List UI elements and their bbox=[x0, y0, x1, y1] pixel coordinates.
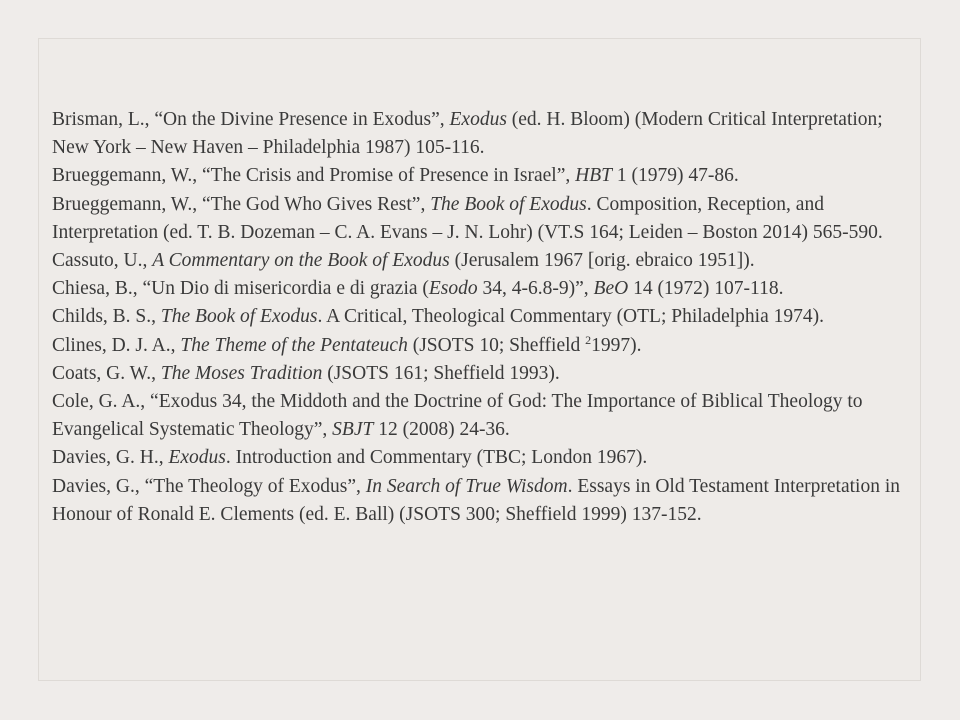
entry-title-italic: In Search of True Wisdom bbox=[365, 475, 568, 497]
entry-text: Chiesa, B., “Un Dio di misericordia e di grazia ( bbox=[52, 278, 429, 300]
bibliography-entry bbox=[52, 106, 912, 162]
entry-text: (JSOTS 10; Sheffield bbox=[407, 334, 586, 356]
entry-title-italic: Exodus bbox=[449, 109, 507, 130]
entry-title-italic: SBJT bbox=[332, 419, 374, 441]
entry-text: Childs, B. S., bbox=[52, 306, 161, 328]
bibliography-entry bbox=[52, 388, 912, 444]
entry-text: 1 (1979) 47-86. bbox=[611, 165, 739, 187]
entry-title-italic: The Book of Exodus bbox=[160, 306, 318, 328]
entry-text: Davies, G., “The Theology of Exodus”, bbox=[52, 475, 366, 497]
entry-text: Cole, G. A., “Exodus 34, the Middoth and the Doctrine of God: The Importance of Biblical Theology to Evangelical Systematic Theology”, bbox=[52, 391, 863, 441]
entry-title-italic: Esodo bbox=[428, 278, 478, 300]
bibliography-entry bbox=[52, 303, 912, 331]
bibliography-entry bbox=[52, 360, 912, 388]
bibliography-entry bbox=[52, 191, 912, 247]
edition-superscript: 2 bbox=[585, 332, 592, 347]
entry-text: Brueggemann, W., “The God Who Gives Rest”, bbox=[52, 193, 431, 215]
entry-text: (ed. H. Bloom) (Modern Critical Interpretation; New York – New Haven – Philadelphia 1987) 105-116. bbox=[52, 109, 883, 159]
entry-text: (Jerusalem 1967 [orig. ebraico 1951]). bbox=[449, 250, 755, 272]
bibliography-entry bbox=[52, 275, 912, 303]
entry-text: Davies, G. H., bbox=[52, 447, 169, 469]
bibliography-entry bbox=[52, 444, 912, 472]
entry-text: Coats, G. W., bbox=[52, 362, 161, 384]
entry-text: . Composition, Reception, and Interpretation (ed. T. B. Dozeman – C. A. Evans – J. N. Lohr) (VT.S 164; Leiden – Boston 2014) 565-590. bbox=[52, 193, 883, 243]
entry-text: Cassuto, U., bbox=[52, 250, 153, 272]
entry-text: 14 (1972) 107-118. bbox=[628, 278, 784, 300]
entry-text: Clines, D. J. A., bbox=[52, 334, 181, 356]
entry-text: 34, 4-6.8-9)”, bbox=[477, 278, 594, 300]
entry-text: (JSOTS 161; Sheffield 1993). bbox=[322, 362, 560, 384]
entry-title-italic: HBT bbox=[575, 165, 612, 187]
entry-text: . Introduction and Commentary (TBC; London 1967). bbox=[225, 447, 648, 469]
entry-title-italic: Exodus bbox=[168, 447, 226, 469]
entry-title-italic: A Commentary on the Book of Exodus bbox=[152, 250, 450, 272]
entry-title-italic: BeO bbox=[593, 278, 629, 300]
entry-title-italic: The Book of Exodus bbox=[430, 193, 587, 215]
bibliography-list bbox=[52, 106, 912, 529]
bibliography-entry bbox=[52, 162, 912, 190]
bibliography-entry bbox=[52, 332, 912, 360]
entry-text: Brisman, L., “On the Divine Presence in Exodus”, bbox=[52, 109, 450, 130]
entry-title-italic: The Theme of the Pentateuch bbox=[180, 334, 408, 356]
entry-text: 12 (2008) 24-36. bbox=[373, 419, 510, 441]
entry-text: 1997). bbox=[591, 334, 642, 356]
bibliography-entry bbox=[52, 473, 912, 529]
entry-title-italic: The Moses Tradition bbox=[160, 362, 323, 384]
bibliography-entry bbox=[52, 247, 912, 275]
entry-text: . Essays in Old Testament Interpretation in Honour of Ronald E. Clements (ed. E. Ball) (JSOTS 300; Sheffield 1999) 137-152. bbox=[52, 475, 901, 525]
entry-text: . A Critical, Theological Commentary (OTL; Philadelphia 1974). bbox=[317, 306, 824, 328]
entry-text: Brueggemann, W., “The Crisis and Promise of Presence in Israel”, bbox=[52, 165, 576, 187]
